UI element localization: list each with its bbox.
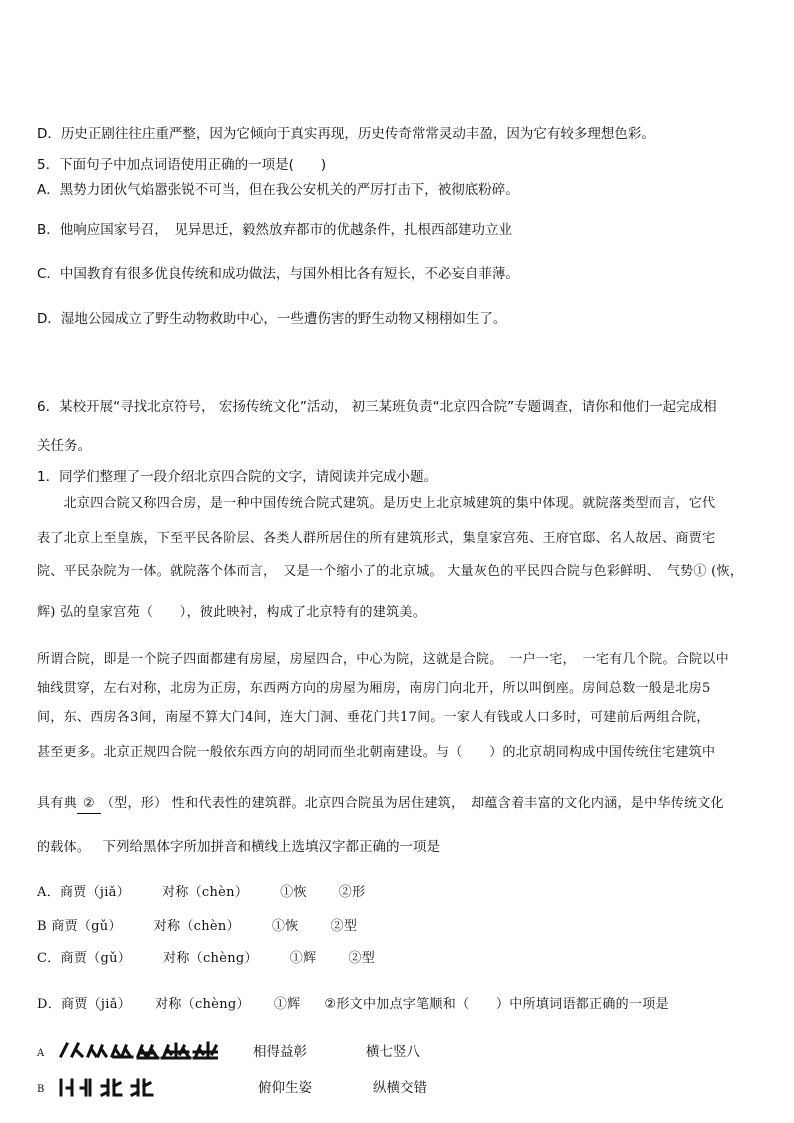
opt-part: A．商贾（jiǎ） — [37, 885, 131, 900]
opt-part: ②形 — [338, 885, 366, 900]
fill-blank-2: ② — [77, 795, 101, 814]
passage-text: （型，形） 性和代表性的建筑群。北京四合院虽为居住建筑， 却蕴含着丰富的文化内涵，是中华传统文化 — [100, 796, 724, 811]
passage-1-line-3: 院、平民杂院为一体。就院落个体而言， 又是一个缩小了的北京城。 大量灰色的平民四合院与色彩鲜明、 气势① (恢， — [37, 564, 744, 579]
passage-2-line-3: 间，东、西房各3间，南屋不算大门4间，连大门洞、垂花门共17间。一家人有钱或人口多时，可建前后两组合院， — [37, 710, 710, 725]
opt-part: C．商贾（gǔ） — [37, 951, 132, 966]
question-prompt: 下列给黑体字所加拼音和横线上选填汉字都正确的一项是 — [102, 839, 440, 855]
q5-option-a: A．黑势力团伙气焰嚣张锐不可当，但在我公安机关的严厉打击下，被彻底粉碎。 — [37, 182, 519, 198]
answer-option-b — [37, 918, 357, 936]
option-a-word-1: 相得益彰 — [253, 1044, 307, 1060]
q5-option-d: D．湿地公园成立了野生动物救助中心，一些遭伤害的野生动物又栩栩如生了。 — [37, 311, 507, 327]
stroke-order-image-b — [58, 1076, 168, 1098]
passage-1-line-1: 北京四合院又称四合房，是一种中国传统合院式建筑。是历史上北京城建筑的集中体现。就院落类型而言，它代 — [37, 496, 716, 511]
passage-1-line-2: 表了北京上至皇族，下至平民各阶层、各类人群所居住的所有建筑形式，集皇家宫苑、王府官邸、名人故居、商贾宅 — [37, 531, 716, 546]
answer-option-d — [37, 996, 669, 1014]
option-b-label: B — [37, 1084, 45, 1095]
passage-2-line-1: 所谓合院，即是一个院子四面都建有房屋，房屋四合，中心为院，这就是合院。 一户一宅， 一宅有几个院。合院以中 — [37, 652, 729, 667]
passage-text: 具有典 — [37, 796, 77, 811]
passage-1-line-4: 辉) 弘的皇家宫苑（ ），彼此映衬，构成了北京特有的建筑美。 — [37, 605, 427, 620]
opt-part: 对称（chèng） — [155, 997, 250, 1012]
q6-intro-line1: 6．某校开展“寻找北京符号， 宏扬传统文化”活动， 初三某班负责“北京四合院”专题调查，请你和他们一起完成相 — [37, 399, 717, 415]
passage-2-line-5 — [37, 795, 724, 814]
q6-subquestion-1: 1．同学们整理了一段介绍北京四合院的文字，请阅读并完成小题。 — [37, 469, 438, 485]
q6-intro-line2: 关任务。 — [37, 438, 91, 454]
passage-2-line-6 — [37, 838, 440, 857]
opt-part: 对称（chèn） — [162, 885, 249, 900]
opt-part: ②型 — [330, 919, 358, 934]
option-b-word-1: 俯仰生姿 — [258, 1080, 312, 1096]
q4-option-d: D．历史正剧往往庄重严整，因为它倾向于真实再现，历史传奇常常灵动丰盈，因为它有较多理想色彩。 — [37, 126, 655, 142]
opt-part: ①辉 — [273, 997, 301, 1012]
answer-option-a — [37, 884, 365, 902]
opt-part: D．商贾（jiǎ） — [37, 997, 132, 1012]
opt-part: ①恢 — [271, 919, 299, 934]
opt-part: ①辉 — [289, 951, 317, 966]
opt-part: B 商贾（gǔ） — [37, 919, 122, 934]
option-a-label: A — [37, 1048, 45, 1059]
opt-part: 对称（chèng） — [163, 951, 258, 966]
answer-option-c — [37, 950, 375, 968]
opt-part: ②型 — [348, 951, 376, 966]
opt-part: ①恢 — [280, 885, 307, 900]
passage-text: 的载体。 — [37, 840, 91, 855]
opt-part: ②形文中加点字笔顺和（ ）中所填词语都正确的一项是 — [324, 997, 669, 1012]
stroke-order-image-a — [58, 1040, 218, 1060]
option-a-word-2: 横七竖八 — [366, 1044, 420, 1060]
q5-option-b: B．他响应国家号召， 见异思迁，毅然放弃都市的优越条件，扎根西部建功立业 — [37, 222, 513, 238]
q5-option-c: C．中国教育有很多优良传统和成功做法，与国外相比各有短长，不必妄自菲薄。 — [37, 266, 519, 282]
option-b-word-2: 纵横交错 — [373, 1080, 427, 1096]
passage-2-line-2: 轴线贯穿，左右对称，北房为正房，东西两方向的房屋为厢房，南房门向北开，所以叫倒座。房间总数一般是北房5 — [37, 681, 711, 696]
q5-stem: 5．下面句子中加点词语使用正确的一项是( ) — [37, 157, 327, 173]
passage-2-line-4: 甚至更多。北京正规四合院一般依东西方向的胡同而坐北朝南建设。与（ ）的北京胡同构成中国传统住宅建筑中 — [37, 745, 716, 760]
opt-part: 对称（chèn） — [153, 919, 240, 934]
